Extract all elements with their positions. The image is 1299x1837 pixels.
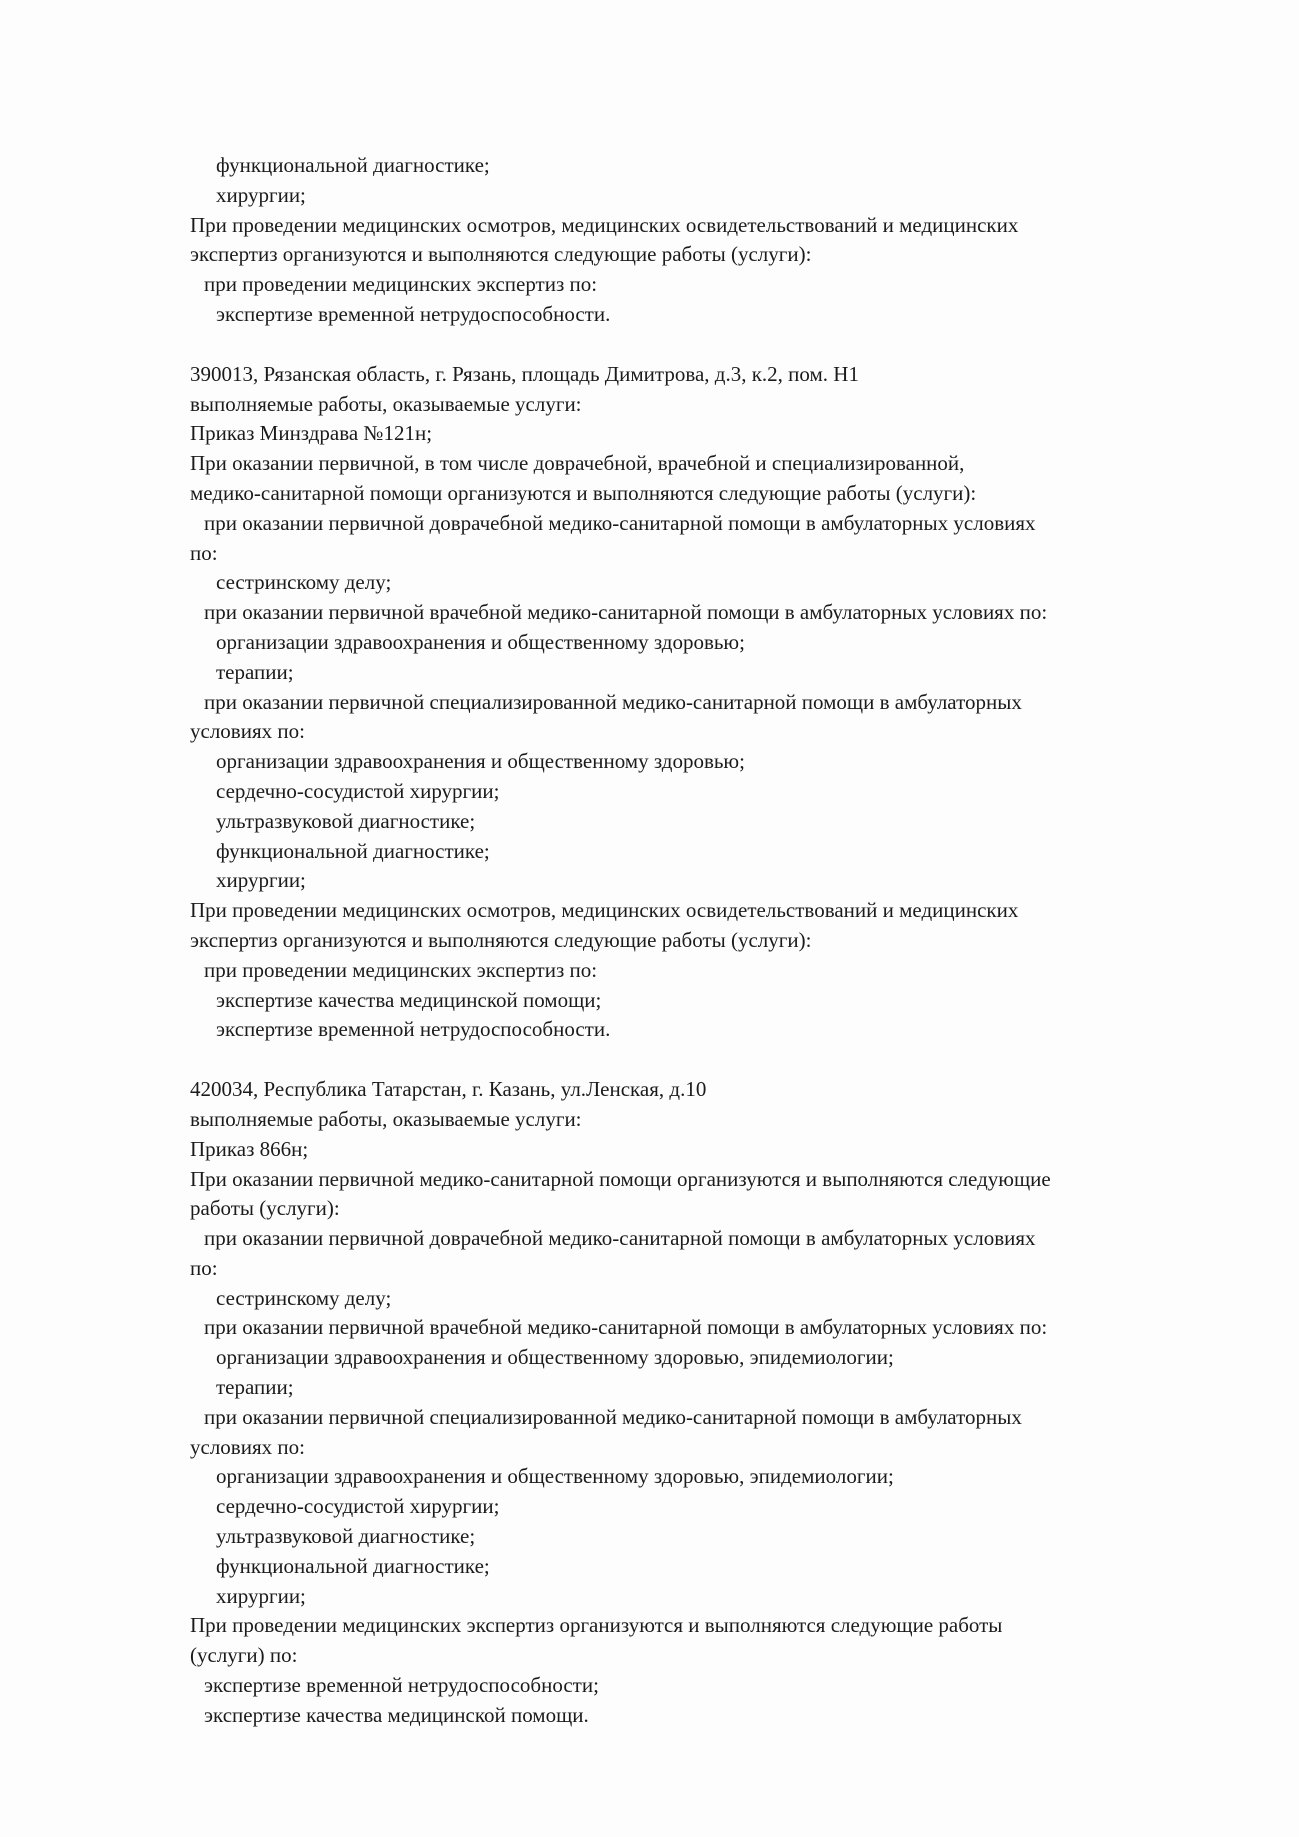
text-line: при оказании первичной доврачебной медико-санитарной помощи в амбулаторных условиях: [204, 510, 1036, 535]
text-line: При оказании первичной, в том числе доврачебной, врачебной и специализированной,: [190, 451, 965, 476]
text-line: При проведении медицинских осмотров, медицинских освидетельствований и медицинских: [190, 898, 1019, 923]
text-line: функциональной диагностике;: [216, 838, 490, 863]
text-line: условиях по:: [190, 719, 305, 744]
text-line: Приказ Минздрава №121н;: [190, 421, 433, 446]
text-line: экспертизе качества медицинской помощи.: [204, 1702, 589, 1727]
document-section: [190, 360, 1210, 1045]
text-line: Приказ 866н;: [190, 1136, 309, 1161]
text-line: ультразвуковой диагностике;: [216, 808, 476, 833]
text-line: хирургии;: [216, 1583, 306, 1608]
text-line: организации здравоохранения и общественному здоровью;: [216, 629, 745, 654]
text-line: При проведении медицинских экспертиз организуются и выполняются следующие работы: [190, 1613, 1003, 1638]
document-section: [190, 151, 1210, 330]
document-body: [190, 151, 1210, 1731]
section-spacer: [190, 330, 1210, 360]
text-line: 390013, Рязанская область, г. Рязань, площадь Димитрова, д.3, к.2, пом. Н1: [190, 361, 859, 386]
text-line: медико-санитарной помощи организуются и выполняются следующие работы (услуги):: [190, 480, 977, 505]
text-line: по:: [190, 1255, 218, 1280]
text-line: ультразвуковой диагностике;: [216, 1524, 476, 1549]
text-line: хирургии;: [216, 868, 306, 893]
text-line: экспертиз организуются и выполняются следующие работы (услуги):: [190, 927, 812, 952]
text-line: экспертиз организуются и выполняются следующие работы (услуги):: [190, 242, 812, 267]
text-line: терапии;: [216, 659, 294, 684]
text-line: работы (услуги):: [190, 1196, 340, 1221]
text-line: условиях по:: [190, 1434, 305, 1459]
text-line: функциональной диагностике;: [216, 153, 490, 177]
text-line: при оказании первичной специализированной медико-санитарной помощи в амбулаторных: [204, 689, 1022, 714]
text-line: экспертизе временной нетрудоспособности;: [204, 1673, 599, 1698]
text-line: организации здравоохранения и общественному здоровью, эпидемиологии;: [216, 1345, 894, 1370]
text-line: При проведении медицинских осмотров, медицинских освидетельствований и медицинских: [190, 212, 1019, 237]
text-line: при оказании первичной врачебной медико-санитарной помощи в амбулаторных условиях по:: [204, 600, 1048, 625]
text-line: сердечно-сосудистой хирургии;: [216, 778, 500, 803]
text-line: организации здравоохранения и общественному здоровью;: [216, 749, 745, 774]
text-line: При оказании первичной медико-санитарной помощи организуются и выполняются следующие: [190, 1166, 1051, 1191]
text-line: при проведении медицинских экспертиз по:: [204, 272, 598, 297]
text-line: сестринскому делу;: [216, 1285, 392, 1310]
text-line: 420034, Республика Татарстан, г. Казань, ул.Ленская, д.10: [190, 1077, 707, 1102]
text-line: при оказании первичной доврачебной медико-санитарной помощи в амбулаторных условиях: [204, 1226, 1036, 1251]
text-line: сердечно-сосудистой хирургии;: [216, 1494, 500, 1519]
text-line: при оказании первичной врачебной медико-санитарной помощи в амбулаторных условиях по:: [204, 1315, 1048, 1340]
text-line: экспертизе временной нетрудоспособности.: [216, 301, 611, 326]
text-line: экспертизе качества медицинской помощи;: [216, 987, 602, 1012]
section-spacer: [190, 1045, 1210, 1075]
text-line: по:: [190, 540, 218, 565]
text-line: выполняемые работы, оказываемые услуги:: [190, 1106, 582, 1131]
text-line: (услуги) по:: [190, 1643, 298, 1668]
text-line: функциональной диагностике;: [216, 1553, 490, 1578]
text-line: терапии;: [216, 1375, 294, 1400]
text-line: экспертизе временной нетрудоспособности.: [216, 1017, 611, 1042]
text-line: при проведении медицинских экспертиз по:: [204, 957, 598, 982]
text-line: при оказании первичной специализированной медико-санитарной помощи в амбулаторных: [204, 1404, 1022, 1429]
text-line: хирургии;: [216, 182, 306, 207]
text-line: организации здравоохранения и общественному здоровью, эпидемиологии;: [216, 1464, 894, 1489]
text-line: сестринскому делу;: [216, 570, 392, 595]
document-section: [190, 1075, 1210, 1731]
text-line: выполняемые работы, оказываемые услуги:: [190, 391, 582, 416]
